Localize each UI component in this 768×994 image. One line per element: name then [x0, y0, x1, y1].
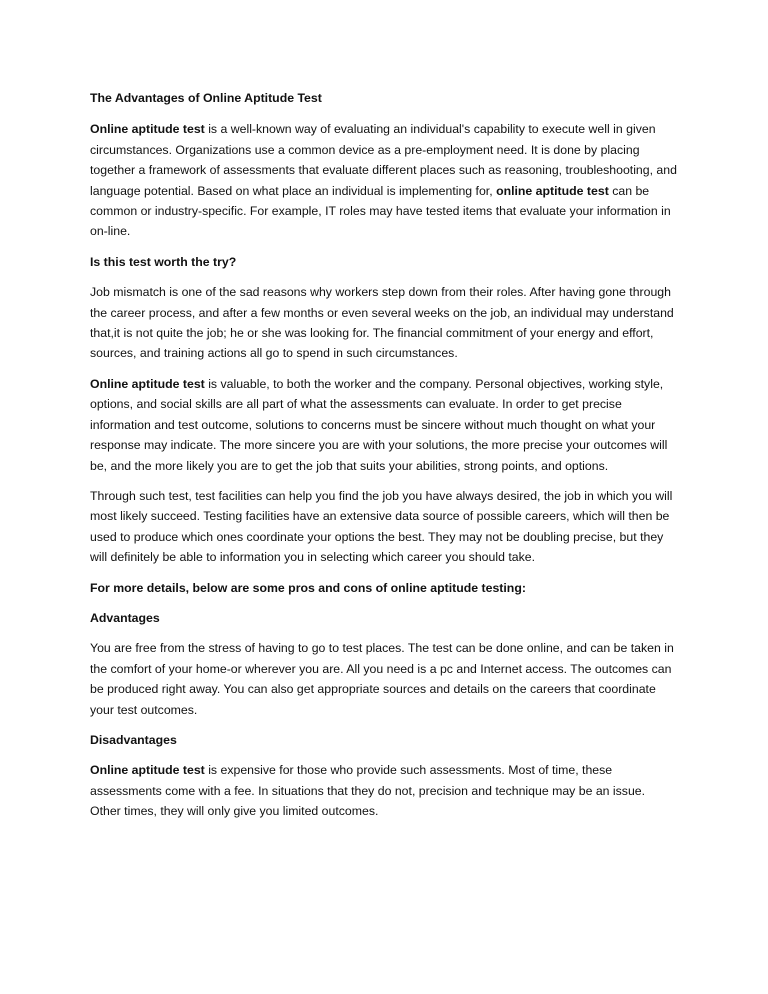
heading-disadvantages: Disadvantages — [90, 732, 177, 747]
paragraph-job-mismatch: Job mismatch is one of the sad reasons why workers step down from their roles. After having gone through the career process, and after a few months or even several weeks on the job, an individual may understand that,it is not quite the job; he or she was looking for. The financial commitment of your energy and effort, sources, and training actions all go to spend in such circumstances. — [90, 285, 674, 361]
heading-pros-cons: For more details, below are some pros and cons of online aptitude testing: — [90, 580, 526, 595]
paragraph-disadvantages — [90, 760, 678, 821]
bold-term: Online aptitude test — [90, 763, 205, 778]
heading-worth-the-try: Is this test worth the try? — [90, 254, 237, 269]
paragraph-test-facilities: Through such test, test facilities can help you find the job you have always desired, the job in which you will most likely succeed. Testing facilities have an extensive data source of possible careers, which will then be used to produce which ones coordinate your options the best. They may not be doubling precise, but they will definitely be able to information you in selecting which career you should take. — [90, 488, 673, 565]
paragraph-intro — [90, 119, 678, 241]
heading-advantages: Advantages — [90, 610, 160, 625]
document-body — [90, 88, 678, 832]
document-title: The Advantages of Online Aptitude Test — [90, 91, 322, 105]
paragraph-text: can be common or industry-specific. For example, IT roles may have tested items that evaluate your information in on-line. — [90, 183, 671, 239]
bold-term: Online aptitude test — [90, 122, 205, 137]
paragraph-text: is expensive for those who provide such assessments. Most of time, these assessments come with a fee. In situations that they do not, precision and technique may be an issue. Other times, they will only give you limited outcomes. — [90, 763, 646, 819]
paragraph-advantages: You are free from the stress of having to go to test places. The test can be done online, and can be taken in the comfort of your home-or wherever you are. All you need is a pc and Internet access. The outcomes can be produced right away. You can also get appropriate sources and details on the careers that coordinate your test outcomes. — [90, 641, 674, 717]
paragraph-valuable — [90, 374, 678, 476]
bold-term: online aptitude test — [496, 183, 609, 198]
bold-term: Online aptitude test — [90, 376, 205, 391]
paragraph-text: is a well-known way of evaluating an individual's capability to execute well in given circumstances. Organizations use a common device as a pre-employment need. It is done by placing together a framework of assessments that evaluate different places such as reasoning, troubleshooting, and language potential. Based on what place an individual is implementing for, — [90, 122, 677, 198]
paragraph-text: is valuable, to both the worker and the company. Personal objectives, working style, options, and social skills are all part of what the assessments can evaluate. In order to get precise information and test outcome, solutions to concerns must be sincere without much thought on what your response may indicate. The more sincere you are with your solutions, the more precise your outcomes will be, and the more likely you are to get the job that suits your abilities, strong points, and options. — [90, 376, 668, 473]
